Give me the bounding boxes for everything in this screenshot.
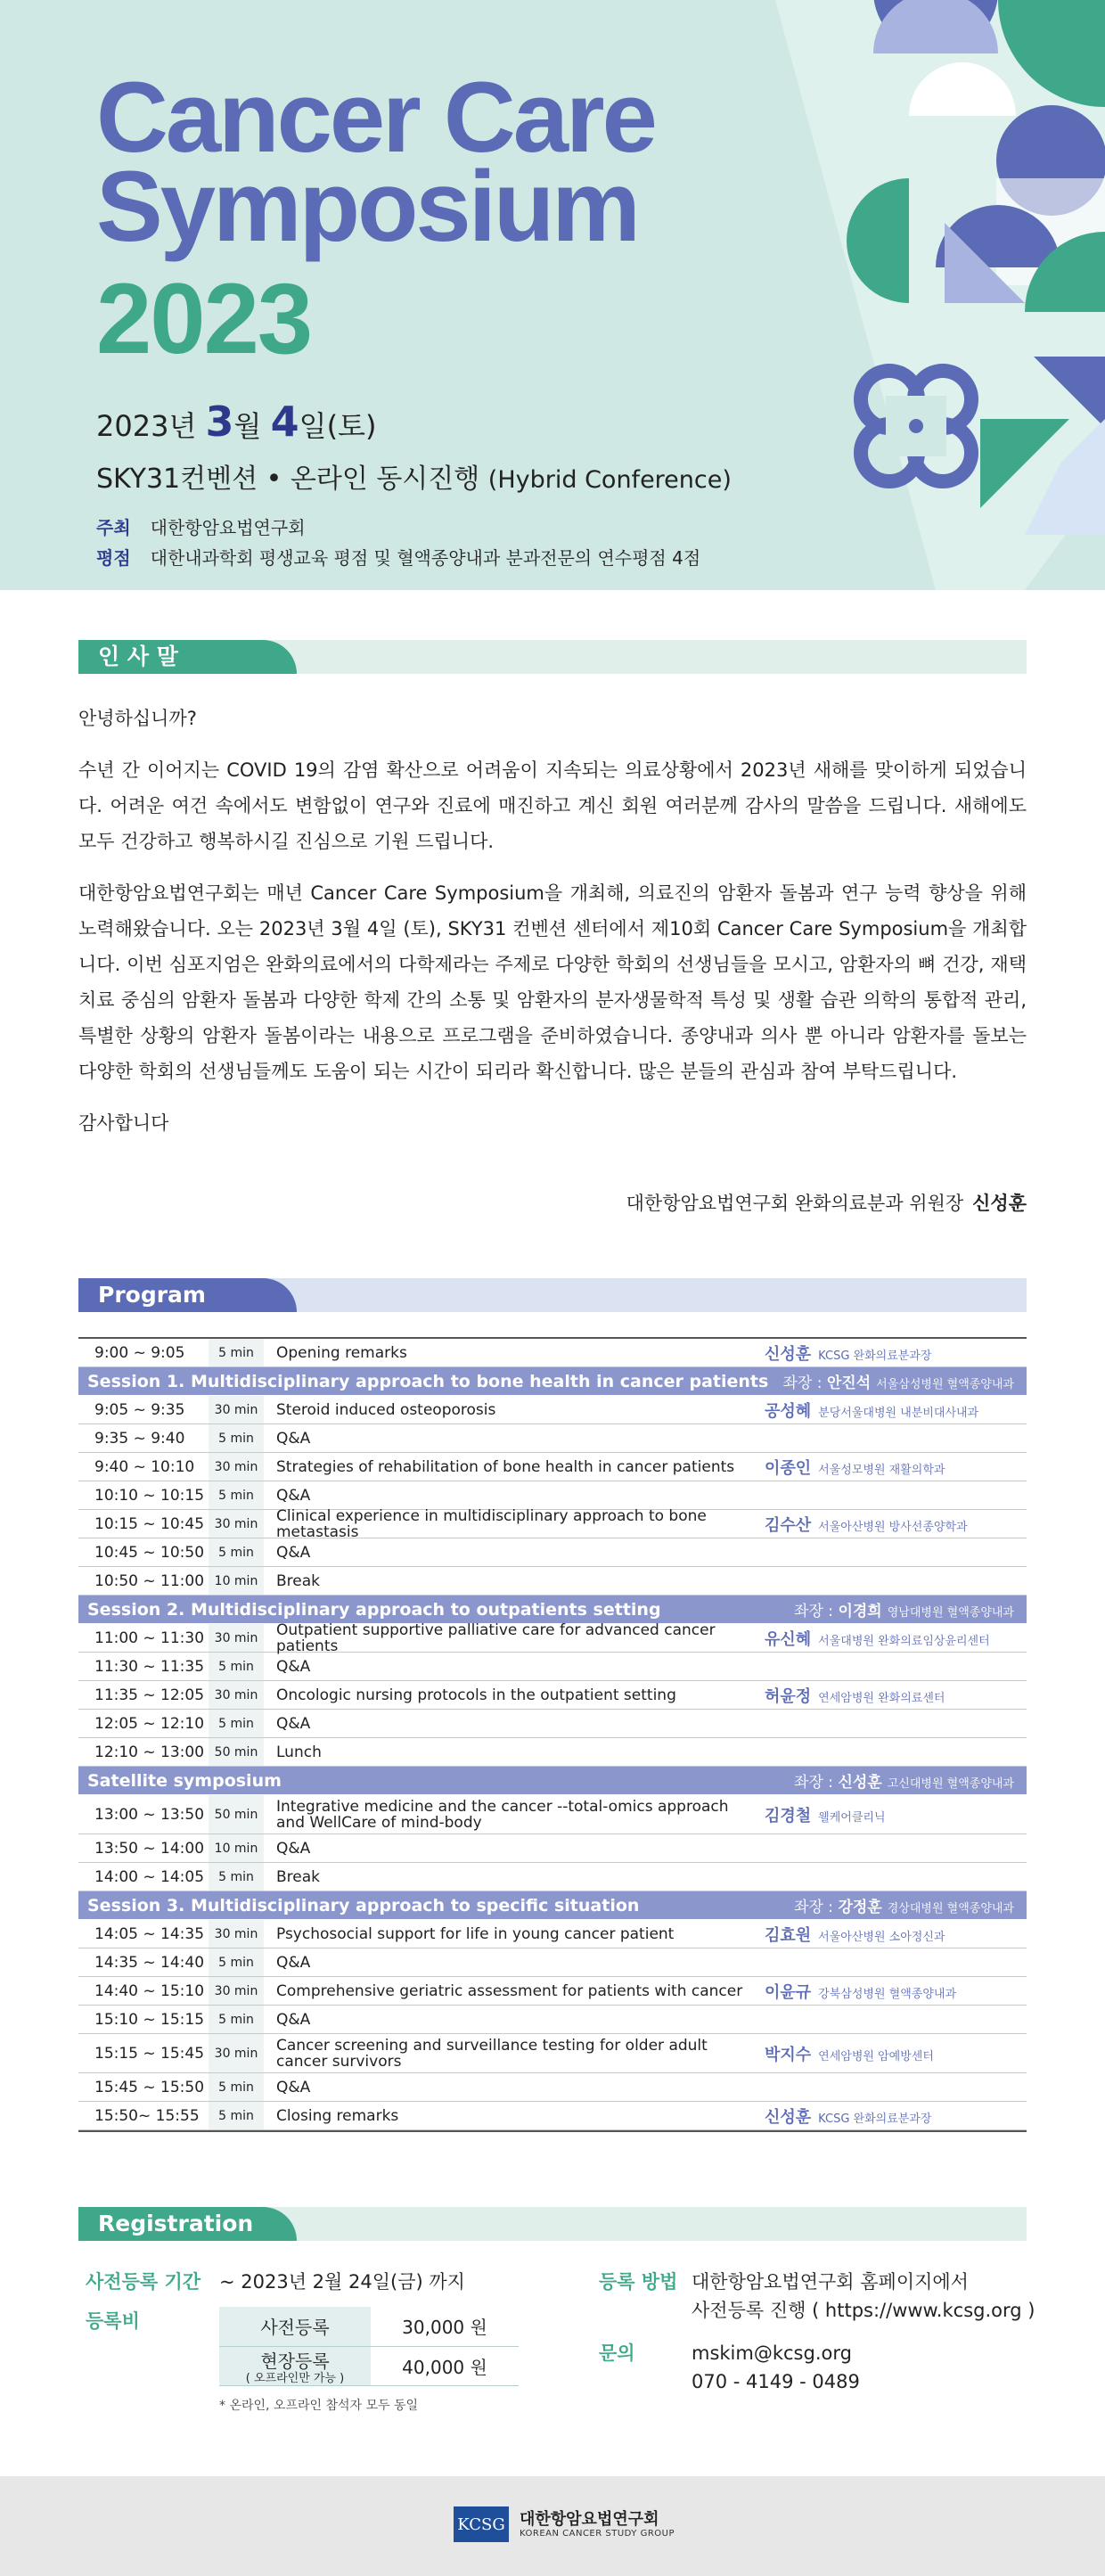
program-duration: 30 min bbox=[209, 1453, 264, 1481]
program-talk: Q&A bbox=[276, 1486, 311, 1505]
program-talk: Oncologic nursing protocols in the outpatient setting bbox=[276, 1686, 676, 1704]
program-speaker: 허윤정 연세암병원 완화의료센터 bbox=[765, 1686, 945, 1706]
program-duration: 5 min bbox=[209, 1863, 264, 1891]
program-speaker: 김수산 서울아산병원 방사선종양학과 bbox=[765, 1515, 968, 1535]
host-info: 주최 대한항암요법연구회 bbox=[96, 517, 306, 538]
program-speaker: 이윤규 강북삼성병원 혈액종양내과 bbox=[765, 1982, 957, 2002]
program-time: 11:00 ~ 11:30 bbox=[94, 1628, 205, 1647]
decorative-pattern-icon bbox=[642, 0, 1105, 590]
program-time: 9:00 ~ 9:05 bbox=[94, 1343, 185, 1362]
program-duration: 10 min bbox=[209, 1567, 264, 1595]
program-talk: Q&A bbox=[276, 1953, 311, 1972]
program-row bbox=[78, 1620, 1027, 1655]
title-year: 2023 bbox=[96, 263, 312, 374]
program-speaker: 박지수 연세암병원 암예방센터 bbox=[765, 2045, 934, 2064]
program-duration: 5 min bbox=[209, 1481, 264, 1509]
program-speaker bbox=[759, 1953, 1027, 1972]
greeting-paragraph: 안녕하십니까? bbox=[78, 708, 197, 729]
registration-method: 대한항암요법연구회 홈페이지에서 사전등록 진행 ( https://www.kcsg.org ) bbox=[692, 2268, 1035, 2325]
program-speaker: 유신혜 서울대병원 완화의료임상윤리센터 bbox=[765, 1629, 990, 1649]
program-duration: 50 min bbox=[209, 1738, 264, 1766]
session-chair: 좌장 : 이경희 영남대병원 혈액종양내과 bbox=[794, 1603, 1014, 1620]
program-time: 15:15 ~ 15:45 bbox=[94, 2044, 205, 2063]
session-title: Session 3. Multidisciplinary approach to specific situation bbox=[87, 1895, 640, 1916]
greeting-paragraph: 감사합니다 bbox=[78, 1112, 169, 1134]
program-duration: 5 min bbox=[209, 1710, 264, 1737]
program-duration: 5 min bbox=[209, 1948, 264, 1976]
program-talk: Lunch bbox=[276, 1743, 322, 1761]
program-duration: 30 min bbox=[209, 2034, 264, 2072]
greeting-section-header bbox=[78, 640, 1027, 674]
program-speaker bbox=[759, 1714, 1027, 1733]
program-duration: 30 min bbox=[209, 1510, 264, 1538]
program-row bbox=[78, 1424, 1027, 1453]
program-row bbox=[78, 2034, 1027, 2073]
program-speaker: 김경철 웰케어클리닉 bbox=[765, 1806, 886, 1825]
program-time: 14:40 ~ 15:10 bbox=[94, 1981, 205, 2000]
program-speaker bbox=[759, 2010, 1027, 2029]
program-talk: Q&A bbox=[276, 1543, 311, 1562]
session-chair: 좌장 : 강정훈 경상대병원 혈액종양내과 bbox=[794, 1899, 1014, 1916]
program-duration: 5 min bbox=[209, 2073, 264, 2101]
program-speaker bbox=[759, 1543, 1027, 1562]
program-duration: 30 min bbox=[209, 1681, 264, 1709]
session-header-row bbox=[78, 1891, 1027, 1920]
fee-price: 40,000 원 bbox=[371, 2346, 519, 2385]
program-time: 13:50 ~ 14:00 bbox=[94, 1839, 205, 1858]
session-header-row bbox=[78, 1767, 1027, 1795]
contact-label: 문의 bbox=[599, 2342, 635, 2364]
program-duration: 30 min bbox=[209, 1396, 264, 1423]
program-talk: Q&A bbox=[276, 1839, 311, 1858]
program-time: 9:05 ~ 9:35 bbox=[94, 1400, 185, 1419]
session-header-row bbox=[78, 1367, 1027, 1396]
program-row bbox=[78, 1567, 1027, 1596]
program-time: 9:40 ~ 10:10 bbox=[94, 1457, 195, 1476]
program-talk: Cancer screening and surveillance testing for older adult cancer survivors bbox=[276, 2036, 708, 2071]
program-time: 10:45 ~ 10:50 bbox=[94, 1543, 205, 1562]
program-row bbox=[78, 1506, 1027, 1541]
program-row bbox=[78, 1977, 1027, 2006]
program-speaker bbox=[759, 2078, 1027, 2096]
program-speaker bbox=[759, 1867, 1027, 1886]
program-duration: 30 min bbox=[209, 1624, 264, 1652]
program-row bbox=[78, 2073, 1027, 2102]
session-title: Satellite symposium bbox=[87, 1770, 282, 1791]
program-duration: 5 min bbox=[209, 1339, 264, 1366]
program-speaker: 신성훈 KCSG 완화의료분과장 bbox=[765, 2107, 932, 2127]
program-time: 14:35 ~ 14:40 bbox=[94, 1953, 205, 1972]
registration-title: Registration bbox=[78, 2207, 297, 2241]
program-talk: Integrative medicine and the cancer --total-omics approach and WellCare of mind-body bbox=[276, 1797, 729, 1832]
program-duration: 5 min bbox=[209, 1424, 264, 1452]
program-talk: Q&A bbox=[276, 1429, 311, 1448]
session-header-row bbox=[78, 1596, 1027, 1624]
program-duration: 5 min bbox=[209, 2006, 264, 2033]
program-speaker bbox=[759, 1429, 1027, 1448]
program-time: 10:10 ~ 10:15 bbox=[94, 1486, 205, 1505]
greeting-body bbox=[78, 701, 1027, 1157]
program-time: 11:35 ~ 12:05 bbox=[94, 1686, 205, 1704]
program-title: Program bbox=[78, 1278, 297, 1312]
program-row bbox=[78, 1920, 1027, 1948]
org-name-ko: 대한항암요법연구회 bbox=[520, 2509, 659, 2529]
program-row bbox=[78, 1863, 1027, 1891]
program-speaker: 이종인 서울성모병원 재활의학과 bbox=[765, 1458, 945, 1478]
kcsg-logo-icon: KCSG bbox=[454, 2506, 509, 2542]
title-line-1: Cancer Care bbox=[96, 62, 655, 173]
contact-info bbox=[692, 2339, 860, 2396]
program-speaker bbox=[759, 1657, 1027, 1676]
program-talk: Q&A bbox=[276, 1657, 311, 1676]
greeting-signature: 대한항암요법연구회 완화의료분과 위원장 신성훈 bbox=[626, 1193, 1027, 1214]
program-talk: Comprehensive geriatric assessment for patients with cancer bbox=[276, 1981, 743, 2000]
program-row bbox=[78, 1710, 1027, 1738]
program-duration: 5 min bbox=[209, 1538, 264, 1566]
program-table bbox=[78, 1337, 1027, 2132]
program-duration: 50 min bbox=[209, 1795, 264, 1834]
program-row bbox=[78, 1653, 1027, 1681]
program-speaker: 김효원 서울아산병원 소아정신과 bbox=[765, 1925, 945, 1945]
program-duration: 30 min bbox=[209, 1920, 264, 1948]
header-banner bbox=[0, 0, 1105, 590]
program-time: 11:30 ~ 11:35 bbox=[94, 1657, 205, 1676]
program-time: 12:05 ~ 12:10 bbox=[94, 1714, 205, 1733]
program-time: 10:15 ~ 10:45 bbox=[94, 1514, 205, 1533]
program-talk: Break bbox=[276, 1571, 320, 1590]
program-row bbox=[78, 1453, 1027, 1481]
program-speaker: 신성훈 KCSG 완화의료분과장 bbox=[765, 1344, 932, 1364]
program-row bbox=[78, 2102, 1027, 2130]
program-speaker: 공성혜 분당서울대병원 내분비대사내과 bbox=[765, 1401, 979, 1421]
program-duration: 30 min bbox=[209, 1977, 264, 2005]
program-time: 14:05 ~ 14:35 bbox=[94, 1924, 205, 1943]
program-talk: Outpatient supportive palliative care for advanced cancer patients bbox=[276, 1620, 716, 1655]
event-date: 2023년 3월 4일(토) bbox=[96, 398, 377, 446]
contact-phone: 070 - 4149 - 0489 bbox=[692, 2371, 860, 2392]
program-row bbox=[78, 1339, 1027, 1367]
greeting-paragraph: 대한항암요법연구회는 매년 Cancer Care Symposium을 개최해, 의료진의 암환자 돌봄과 연구 능력 향상을 위해 노력해왔습니다. 오는 2023년 3월 4일 (토), SKY31 컨벤션 센터에서 제10회 Cancer Care Symposium을 개최합니다. 이번 심포지엄은 완화의료에서의 다학제라는 주제로 다양한 학회의 선생님들을 모시고, 암환자의 뼈 건강, 재택 치료 중심의 암환자 돌봄과 다양한 학제 간의 소통 및 암환자의 분자생물학적 특성 및 생활 습관 의학의 통합적 관리, 특별한 상황의 암환자 돌봄이라는 내용으로 프로그램을 준비하였습니다. 종양내과 의사 뿐 아니라 암환자를 돌보는 다양한 학회의 선생님들께도 도움이 되는 시간이 되리라 확신합니다. 많은 분들의 관심과 참여 부탁드립니다. bbox=[78, 882, 1027, 1082]
program-row bbox=[78, 1738, 1027, 1767]
program-time: 13:00 ~ 13:50 bbox=[94, 1805, 205, 1824]
fee-row bbox=[219, 2307, 519, 2346]
program-speaker bbox=[759, 1486, 1027, 1505]
credit-info: 평점 대한내과학회 평생교육 평점 및 혈액종양내과 분과전문의 연수평점 4점 bbox=[96, 547, 701, 569]
fee-row bbox=[219, 2346, 519, 2385]
fee-table bbox=[219, 2307, 519, 2386]
program-talk: Closing remarks bbox=[276, 2106, 399, 2125]
program-speaker bbox=[759, 1743, 1027, 1761]
program-talk: Strategies of rehabilitation of bone health in cancer patients bbox=[276, 1457, 735, 1476]
program-duration: 5 min bbox=[209, 1653, 264, 1680]
program-talk: Q&A bbox=[276, 2078, 311, 2096]
program-talk: Q&A bbox=[276, 2010, 311, 2029]
program-speaker bbox=[759, 1839, 1027, 1858]
registration-method-label: 등록 방법 bbox=[599, 2271, 678, 2293]
program-row bbox=[78, 1481, 1027, 1510]
program-row bbox=[78, 1538, 1027, 1567]
event-venue: SKY31컨벤션 • 온라인 동시진행 (Hybrid Conference) bbox=[96, 464, 732, 495]
org-name-en: KOREAN CANCER STUDY GROUP bbox=[520, 2528, 675, 2539]
pre-registration-period: ~ 2023년 2월 24일(금) 까지 bbox=[219, 2271, 465, 2293]
program-time: 9:35 ~ 9:40 bbox=[94, 1429, 185, 1448]
fee-note: * 온라인, 오프라인 참석자 모두 동일 bbox=[219, 2399, 419, 2413]
program-time: 15:50~ 15:55 bbox=[94, 2106, 200, 2125]
title-line-2: Symposium bbox=[96, 151, 638, 262]
session-chair: 좌장 : 안진석 서울삼성병원 혈액종양내과 bbox=[782, 1374, 1014, 1392]
org-logo bbox=[454, 2506, 675, 2542]
program-time: 12:10 ~ 13:00 bbox=[94, 1743, 205, 1761]
session-title: Session 1. Multidisciplinary approach to bone health in cancer patients bbox=[87, 1371, 769, 1391]
fee-type: 현장등록 ( 오프라인만 가능 ) bbox=[219, 2346, 371, 2385]
greeting-title: 인 사 말 bbox=[78, 640, 297, 674]
program-row bbox=[78, 1681, 1027, 1710]
pre-registration-label: 사전등록 기간 bbox=[86, 2271, 201, 2293]
program-talk: Q&A bbox=[276, 1714, 311, 1733]
program-time: 14:00 ~ 14:05 bbox=[94, 1867, 205, 1886]
registration-section-header bbox=[78, 2207, 1027, 2241]
program-talk: Opening remarks bbox=[276, 1343, 407, 1362]
program-section-header bbox=[78, 1278, 1027, 1312]
program-duration: 10 min bbox=[209, 1834, 264, 1862]
program-speaker bbox=[759, 1571, 1027, 1590]
program-time: 10:50 ~ 11:00 bbox=[94, 1571, 205, 1590]
contact-email[interactable]: mskim@kcsg.org bbox=[692, 2342, 852, 2364]
program-row bbox=[78, 1396, 1027, 1424]
fee-price: 30,000 원 bbox=[371, 2307, 519, 2346]
program-talk: Psychosocial support for life in young cancer patient bbox=[276, 1924, 675, 1943]
program-talk: Break bbox=[276, 1867, 320, 1886]
program-talk: Steroid induced osteoporosis bbox=[276, 1400, 496, 1419]
registration-link[interactable]: 사전등록 진행 ( https://www.kcsg.org ) bbox=[692, 2300, 1035, 2321]
program-time: 15:10 ~ 15:15 bbox=[94, 2010, 205, 2029]
fee-label: 등록비 bbox=[86, 2310, 140, 2332]
program-time: 15:45 ~ 15:50 bbox=[94, 2078, 205, 2096]
greeting-paragraph: 수년 간 이어지는 COVID 19의 감염 확산으로 어려움이 지속되는 의료상황에서 2023년 새해를 맞이하게 되었습니다. 어려운 여건 속에서도 변함없이 연구와 진료에 매진하고 계신 회원 여러분께 감사의 말씀을 드립니다. 새해에도 모두 건강하고 행복하시길 진심으로 기원 드립니다. bbox=[78, 759, 1027, 852]
session-chair: 좌장 : 신성훈 고신대병원 혈액종양내과 bbox=[794, 1774, 1014, 1792]
fee-type: 사전등록 bbox=[219, 2307, 371, 2346]
program-row bbox=[78, 1795, 1027, 1834]
program-row bbox=[78, 1948, 1027, 1977]
program-duration: 5 min bbox=[209, 2102, 264, 2129]
program-row bbox=[78, 2006, 1027, 2034]
program-talk: Clinical experience in multidisciplinary approach to bone metastasis bbox=[276, 1506, 707, 1541]
program-row bbox=[78, 1834, 1027, 1863]
session-title: Session 2. Multidisciplinary approach to outpatients setting bbox=[87, 1599, 661, 1620]
